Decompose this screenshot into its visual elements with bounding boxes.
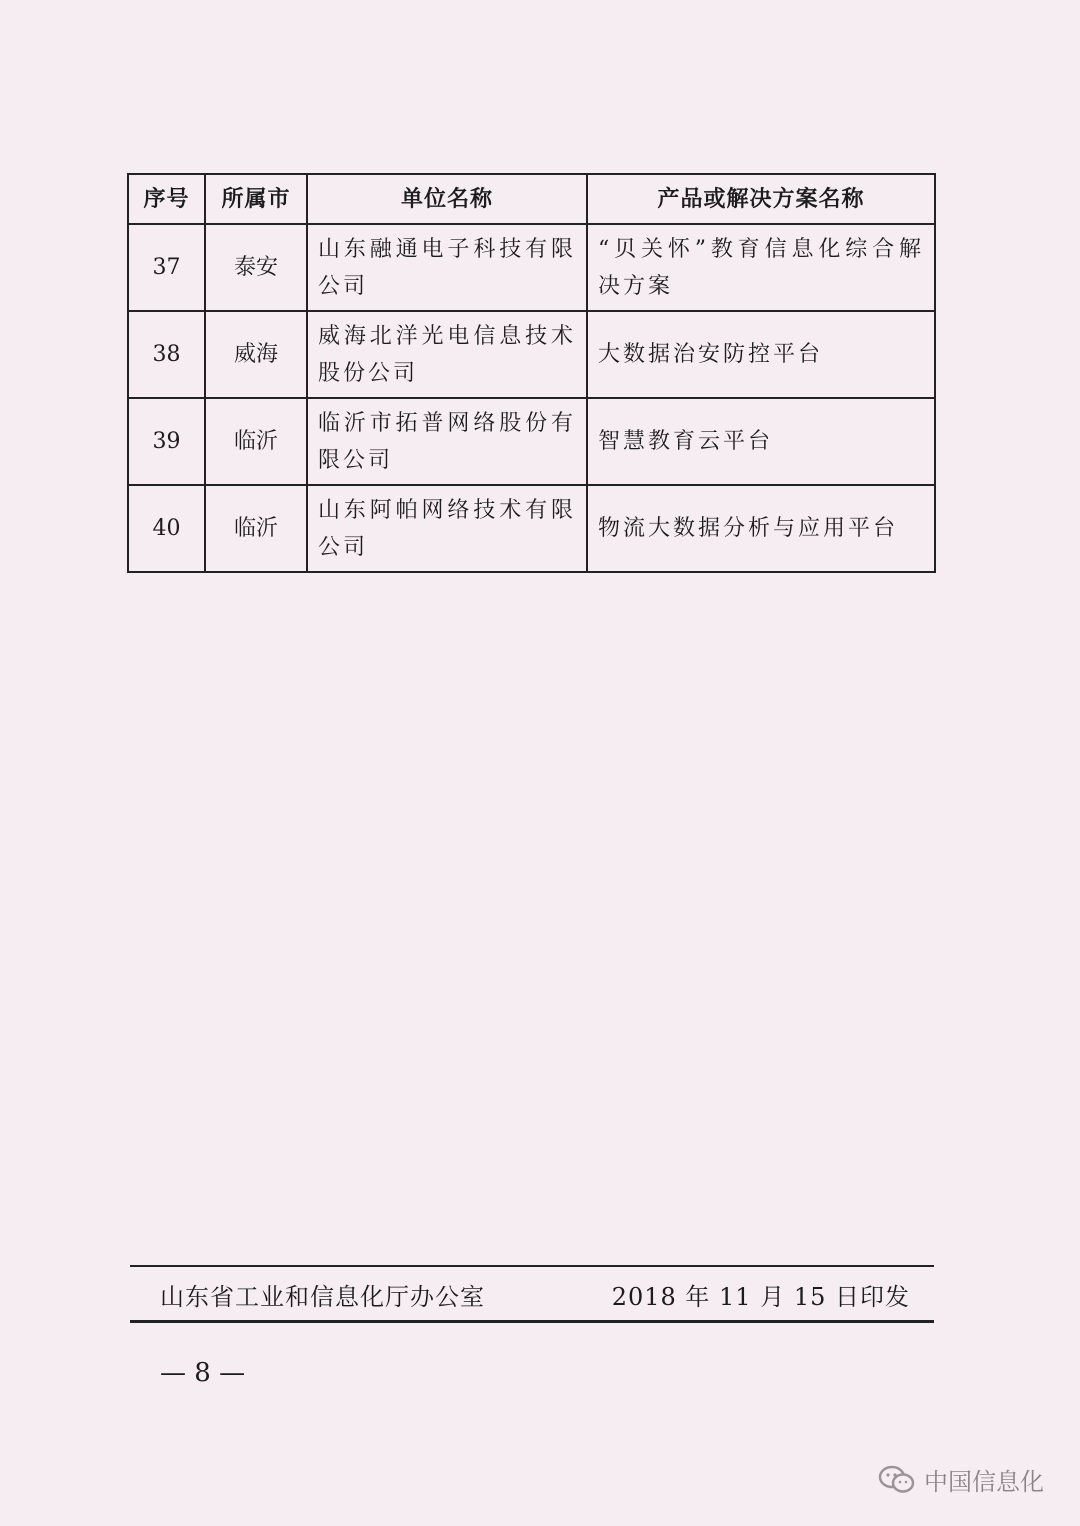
header-unit: 单位名称	[307, 174, 587, 224]
row-unit: 威海北洋光电信息技术股份公司	[307, 311, 587, 398]
row-unit: 临沂市拓普网络股份有限公司	[307, 398, 587, 485]
row-product: 物流大数据分析与应用平台	[587, 485, 935, 572]
row-city: 威海	[205, 311, 307, 398]
row-city: 临沂	[205, 485, 307, 572]
table-row	[128, 398, 935, 485]
footer-divider-bottom	[130, 1320, 934, 1323]
row-city: 临沂	[205, 398, 307, 485]
page-number: — 8 —	[160, 1358, 246, 1388]
wechat-icon	[878, 1465, 916, 1495]
watermark-text: 中国信息化	[924, 1468, 1044, 1496]
watermark	[878, 1462, 1044, 1497]
table-row	[128, 311, 935, 398]
row-serial: 40	[128, 485, 205, 572]
header-city: 所属市	[205, 174, 307, 224]
row-product: 智慧教育云平台	[587, 398, 935, 485]
issue-date: 2018 年 11 月 15 日印发	[611, 1283, 910, 1311]
table-row	[128, 224, 935, 311]
row-city: 泰安	[205, 224, 307, 311]
row-product: “贝关怀”教育信息化综合解决方案	[587, 224, 935, 311]
row-unit: 山东阿帕网络技术有限公司	[307, 485, 587, 572]
table-header-row	[128, 174, 935, 224]
row-serial: 39	[128, 398, 205, 485]
row-unit: 山东融通电子科技有限公司	[307, 224, 587, 311]
header-serial: 序号	[128, 174, 205, 224]
table-row	[128, 485, 935, 572]
issuing-office: 山东省工业和信息化厅办公室	[160, 1283, 485, 1311]
company-table	[127, 173, 936, 573]
footer-divider-top	[130, 1265, 934, 1267]
row-serial: 37	[128, 224, 205, 311]
header-product: 产品或解决方案名称	[587, 174, 935, 224]
row-serial: 38	[128, 311, 205, 398]
row-product: 大数据治安防控平台	[587, 311, 935, 398]
